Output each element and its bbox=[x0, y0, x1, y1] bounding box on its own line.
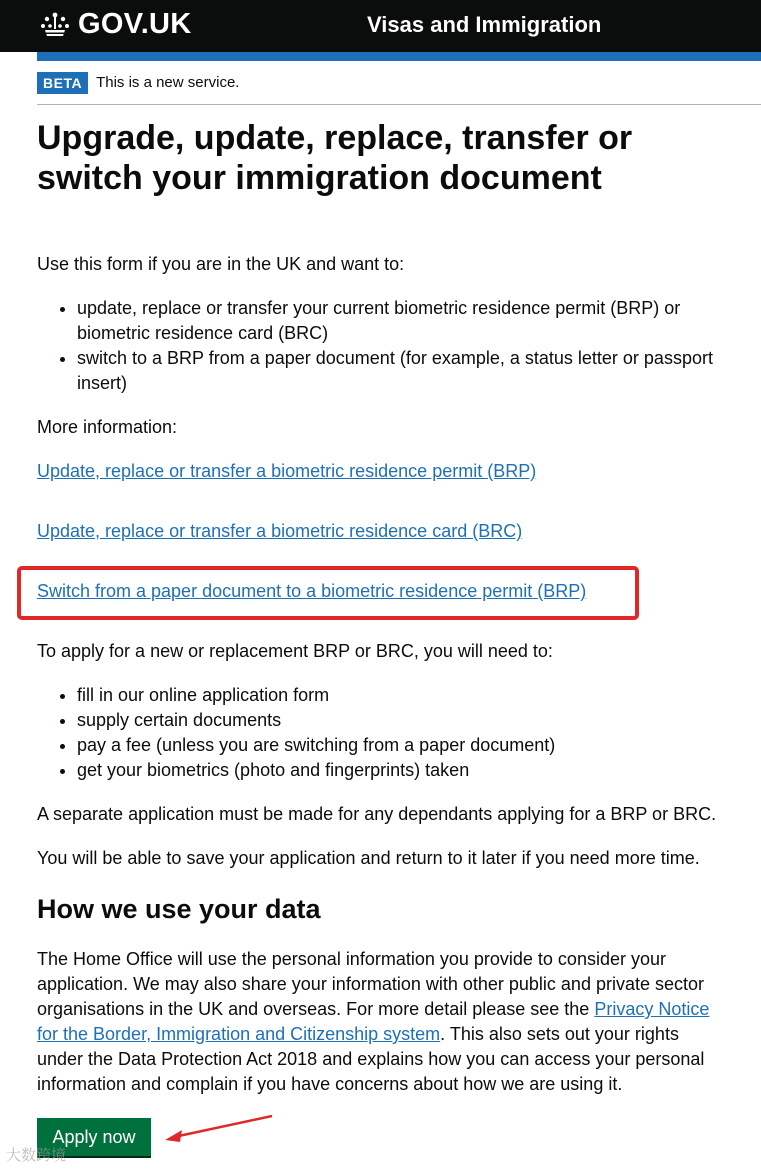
list-item: • supply certain documents bbox=[77, 708, 727, 733]
crown-icon bbox=[40, 11, 70, 39]
arrow-annotation-icon bbox=[160, 1112, 275, 1146]
brp-update-link[interactable]: Update, replace or transfer a biometric residence permit (BRP) bbox=[37, 461, 537, 481]
govuk-logo-link[interactable] bbox=[40, 8, 192, 41]
apply-intro-text: To apply for a new or replacement BRP or BRC, you will need to: bbox=[37, 641, 553, 661]
list-item: • pay a fee (unless you are switching from a paper document) bbox=[77, 733, 727, 758]
more-info-label: More information: bbox=[37, 417, 178, 437]
highlight-annotation-box bbox=[17, 566, 639, 620]
phase-banner bbox=[37, 61, 761, 105]
data-text-after: . This also sets out your rights under the Data Protection Act 2018 and explains how you can access your personal information and complain if you have concerns about how we are using it. bbox=[37, 1024, 705, 1094]
logo-text: GOV.UK bbox=[78, 8, 192, 40]
header-accent-bar bbox=[37, 52, 761, 61]
phase-banner-text: This is a new service. bbox=[96, 74, 240, 91]
list-item: • get your biometrics (photo and fingerprints) taken bbox=[77, 758, 727, 783]
apply-now-button[interactable]: Apply now bbox=[37, 1118, 151, 1156]
list-item: • update, replace or transfer your current biometric residence permit (BRP) or biometric residence card (BRC) bbox=[77, 296, 727, 346]
data-usage-text bbox=[37, 947, 725, 1097]
beta-tag: BETA bbox=[37, 72, 88, 94]
intro-list bbox=[37, 296, 727, 396]
watermark: 大数跨境 bbox=[6, 1146, 67, 1164]
dependants-text: A separate application must be made for any dependants applying for a BRP or BRC. bbox=[37, 804, 717, 824]
apply-requirements-list bbox=[37, 683, 727, 783]
intro-text: Use this form if you are in the UK and want to: bbox=[37, 254, 405, 274]
service-name-link[interactable]: Visas and Immigration bbox=[367, 12, 602, 37]
site-header bbox=[0, 0, 761, 52]
data-text-before: The Home Office will use the personal information you provide to consider your application. We may also share your information with other public and private sector organisations in the UK and overseas. For more detail please see the bbox=[37, 949, 705, 1019]
data-section-heading: How we use your data bbox=[37, 894, 321, 924]
list-item: • switch to a BRP from a paper document (for example, a status letter or passport insert) bbox=[77, 346, 727, 396]
page-title: Upgrade, update, replace, transfer or switch your immigration document bbox=[37, 119, 633, 197]
save-info-text: You will be able to save your application and return to it later if you need more time. bbox=[37, 848, 700, 868]
privacy-notice-link[interactable]: Privacy Notice for the Border, Immigration and Citizenship system bbox=[37, 999, 710, 1044]
list-item: • fill in our online application form bbox=[77, 683, 727, 708]
brc-update-link[interactable]: Update, replace or transfer a biometric residence card (BRC) bbox=[37, 521, 523, 541]
switch-paper-to-brp-link[interactable]: Switch from a paper document to a biometric residence permit (BRP) bbox=[37, 581, 587, 601]
